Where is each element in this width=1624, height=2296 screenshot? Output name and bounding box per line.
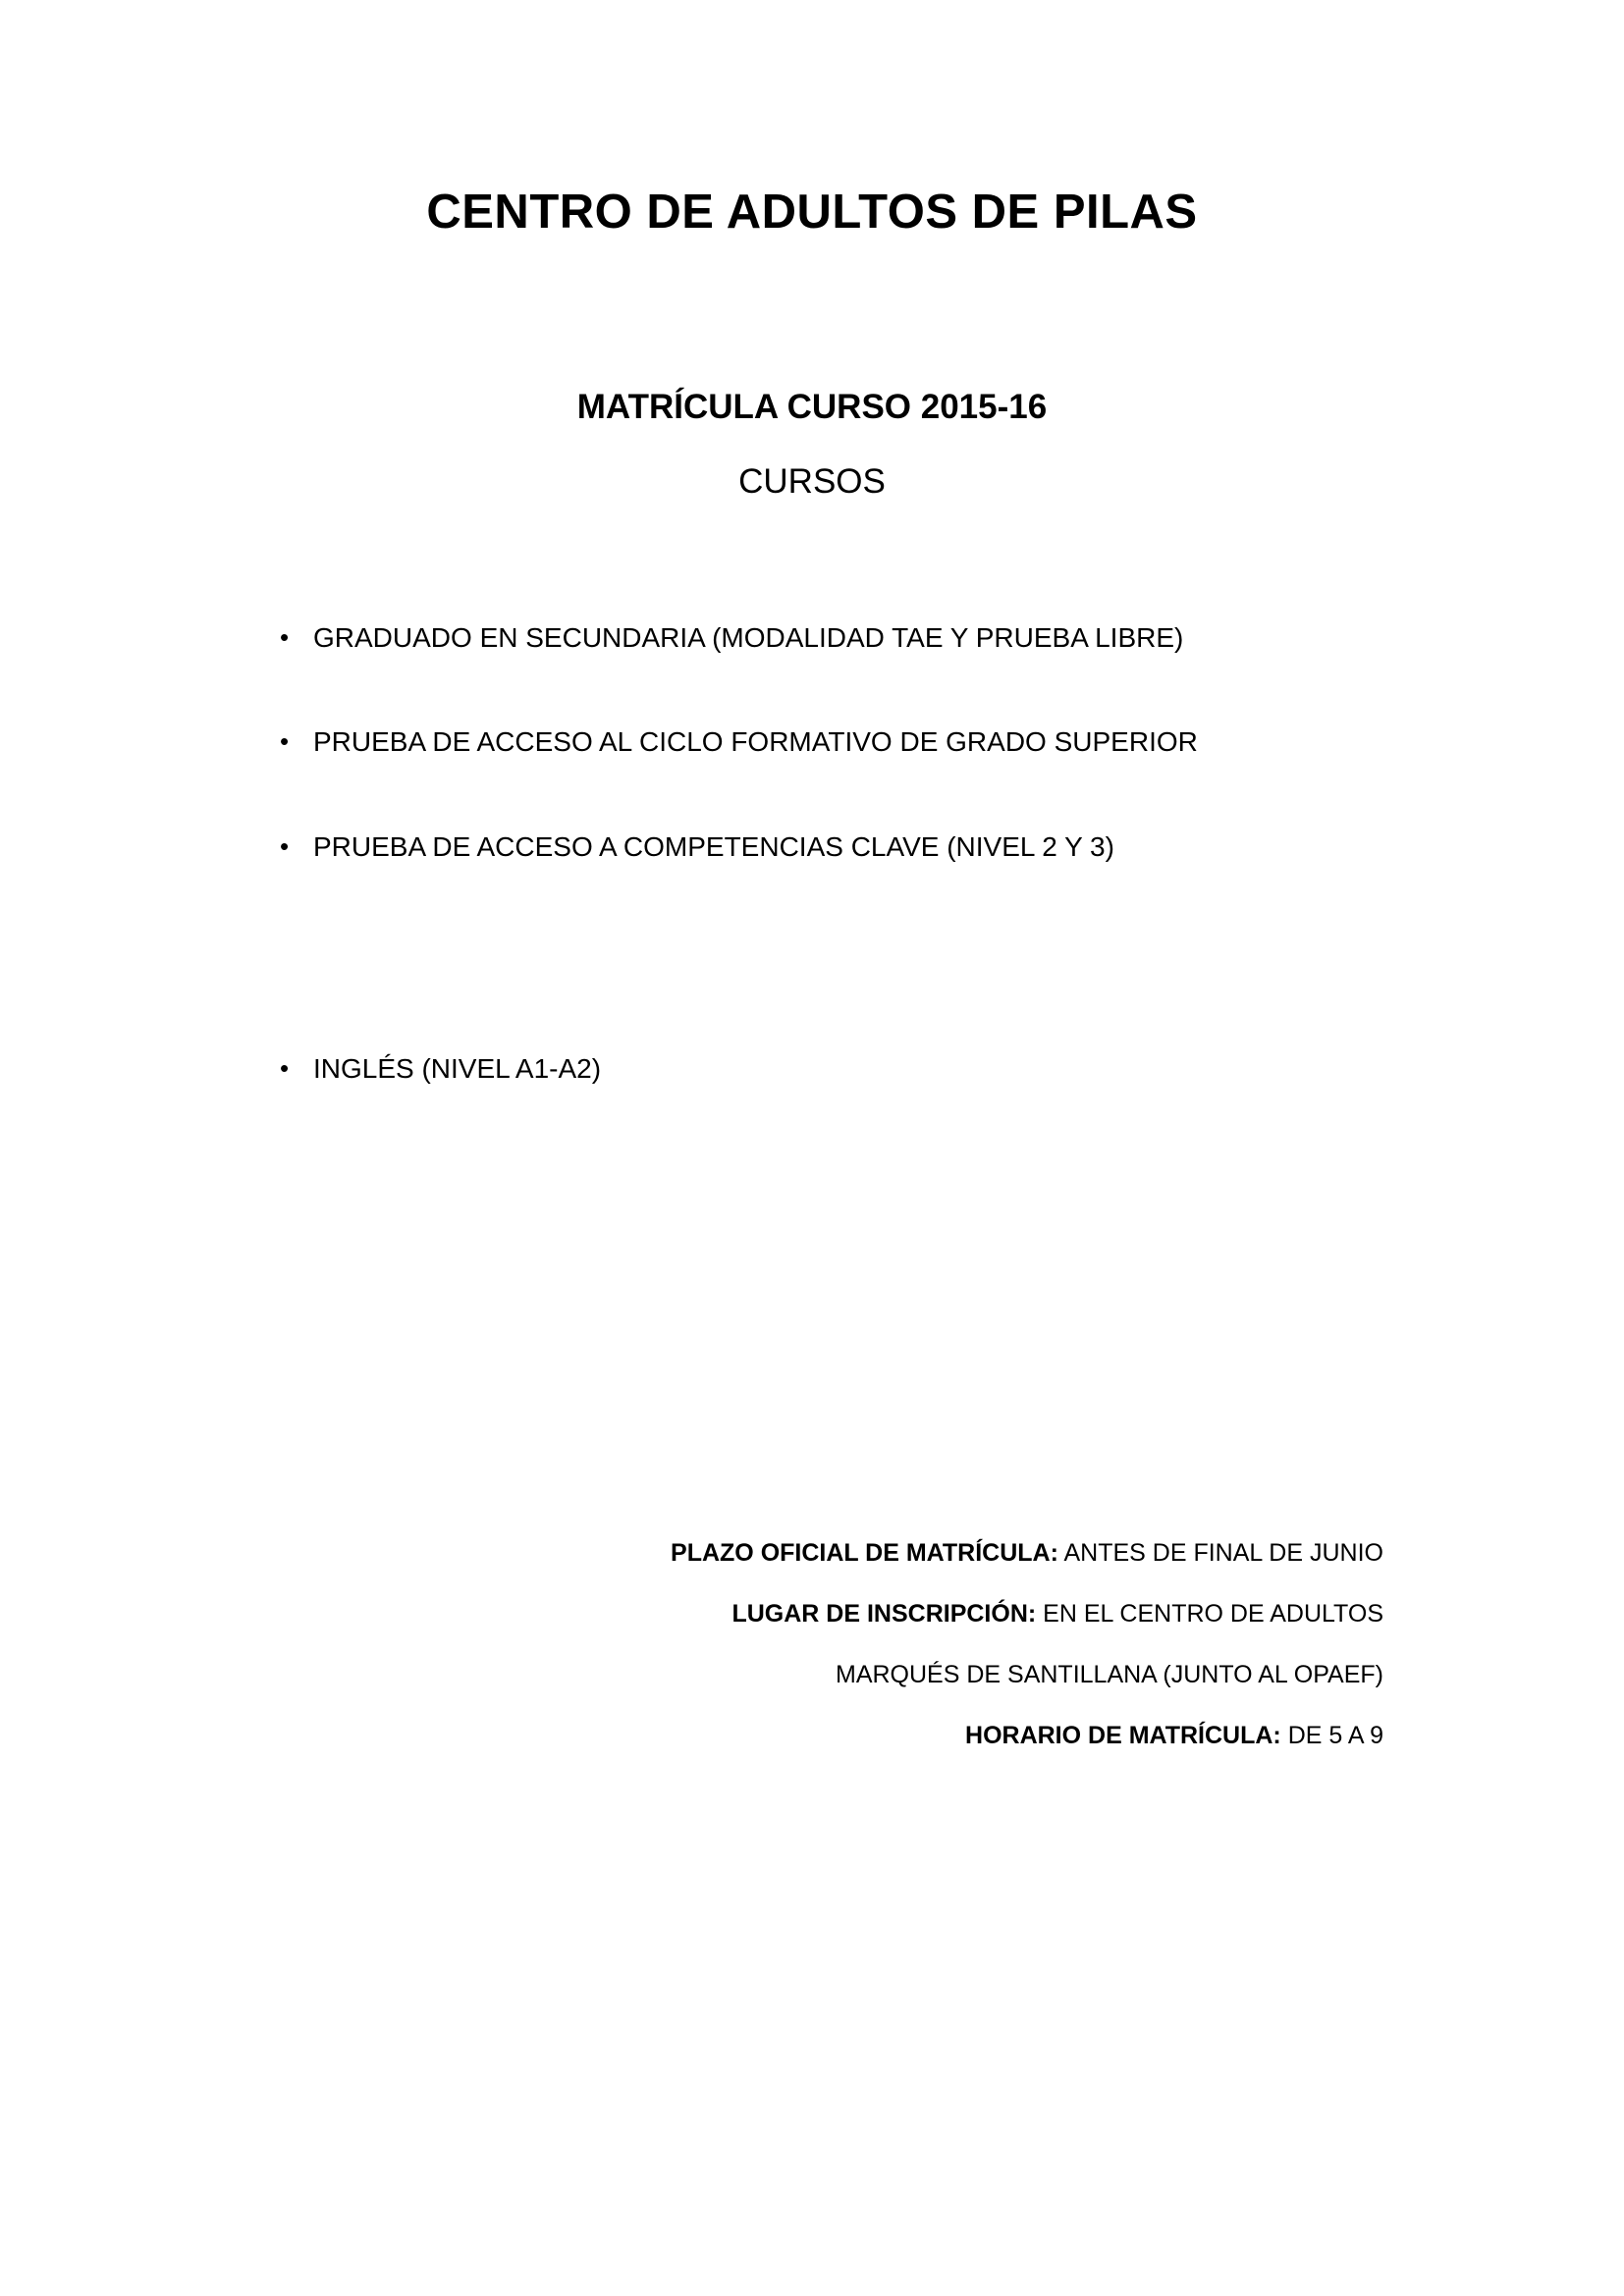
list-item <box>0 1051 1624 1087</box>
enrollment-info <box>0 1155 1624 1750</box>
enrollment-subtitle: MATRÍCULA CURSO 2015-16 <box>576 387 1048 426</box>
bullet-icon: • <box>280 830 290 861</box>
section-subtitle: CURSOS <box>738 461 886 501</box>
schedule-line <box>0 1721 1383 1750</box>
deadline-label: PLAZO OFICIAL DE MATRÍCULA: <box>671 1539 1058 1568</box>
address-value: MARQUÉS DE SANTILLANA (JUNTO AL OPAEF) <box>836 1661 1383 1689</box>
course-list <box>0 503 1624 1088</box>
address-line <box>0 1660 1383 1689</box>
deadline-value: ANTES DE FINAL DE JUNIO <box>1057 1539 1383 1568</box>
course-label: PRUEBA DE ACCESO A COMPETENCIAS CLAVE (NIVEL 2 Y 3) <box>313 830 1114 862</box>
course-label: GRADUADO EN SECUNDARIA (MODALIDAD TAE Y PRUEBA LIBRE) <box>313 621 1184 653</box>
bullet-icon: • <box>280 726 290 757</box>
list-item <box>0 620 1624 656</box>
place-value: EN EL CENTRO DE ADULTOS <box>1036 1600 1383 1629</box>
place-label: LUGAR DE INSCRIPCIÓN: <box>731 1600 1037 1629</box>
course-label: INGLÉS (NIVEL A1-A2) <box>313 1053 602 1085</box>
list-item <box>0 724 1624 760</box>
page-title: CENTRO DE ADULTOS DE PILAS <box>426 186 1198 239</box>
bullet-icon: • <box>280 1053 290 1084</box>
bullet-icon: • <box>280 621 290 652</box>
place-line <box>0 1599 1383 1629</box>
schedule-label: HORARIO DE MATRÍCULA: <box>965 1722 1281 1750</box>
course-label: PRUEBA DE ACCESO AL CICLO FORMATIVO DE GRADO SUPERIOR <box>313 726 1198 758</box>
list-item <box>0 829 1624 865</box>
deadline-line <box>0 1538 1383 1568</box>
schedule-value: DE 5 A 9 <box>1280 1722 1383 1750</box>
